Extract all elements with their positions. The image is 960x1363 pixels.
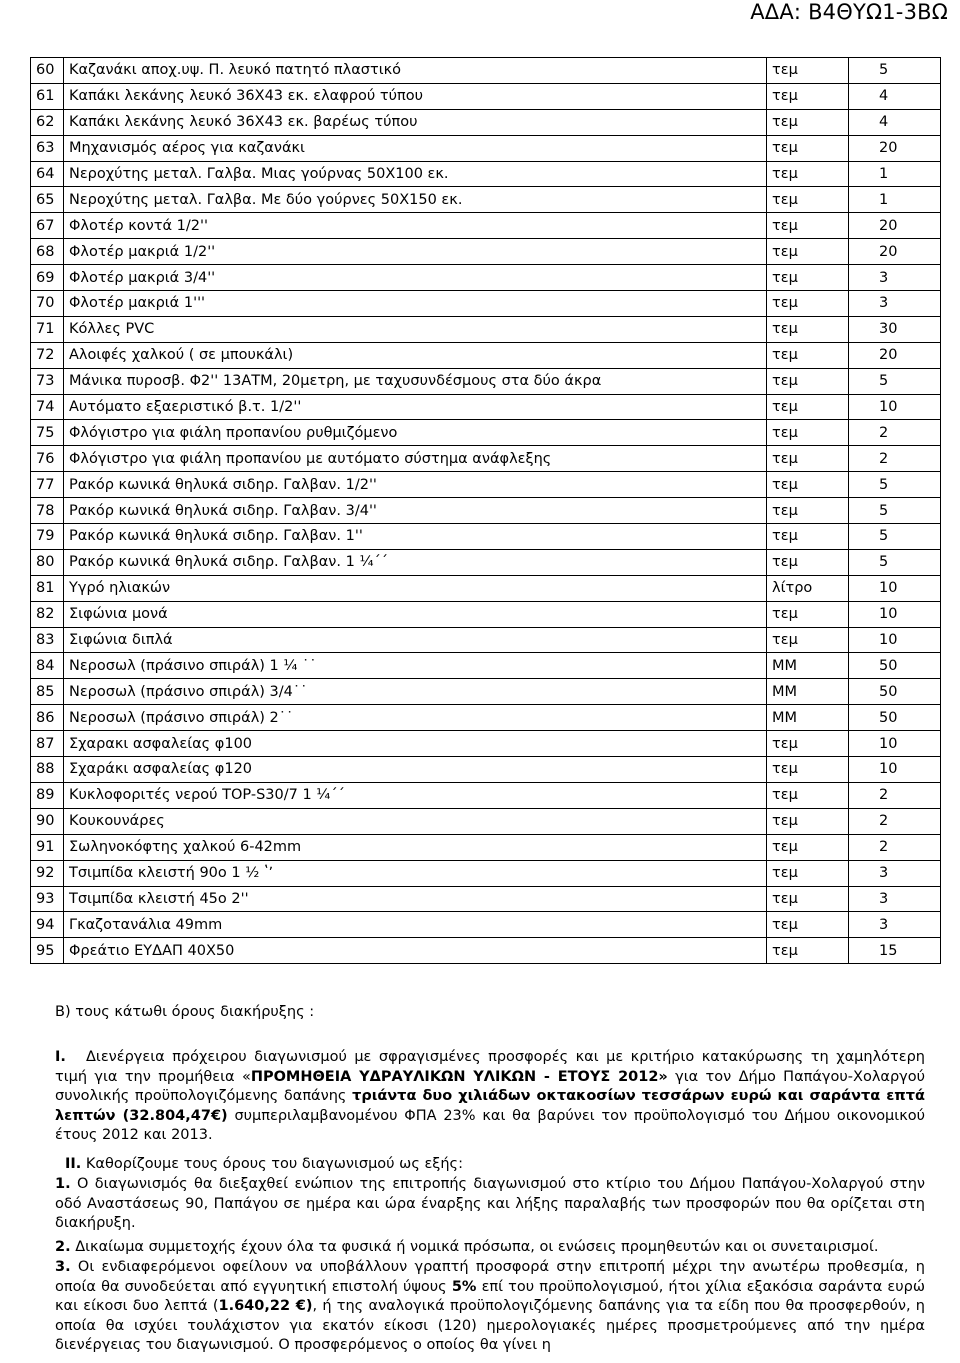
- item-unit: τεμ: [767, 808, 849, 834]
- term-2-text: Δικαίωμα συμμετοχής έχουν όλα τα φυσικά ή νομικά πρόσωπα, οι ενώσεις προμηθευτών και οι συνεταιρισμοί.: [70, 1239, 879, 1255]
- table-row: [31, 239, 941, 265]
- item-unit: τεμ: [767, 782, 849, 808]
- table-row: [31, 575, 941, 601]
- item-quantity: 3: [849, 860, 941, 886]
- item-quantity: 3: [849, 912, 941, 938]
- clause-ii-number: ΙΙ.: [65, 1156, 82, 1172]
- item-quantity: 5: [849, 472, 941, 498]
- table-row: [31, 912, 941, 938]
- item-unit: τεμ: [767, 498, 849, 524]
- item-description: Φλόγιστρο για φιάλη προπανίου με αυτόματο σύστημα ανάφλεξης: [64, 446, 767, 472]
- item-quantity: 2: [849, 834, 941, 860]
- item-unit: τεμ: [767, 757, 849, 783]
- item-number: 76: [31, 446, 64, 472]
- item-unit: ΜΜ: [767, 653, 849, 679]
- item-description: Αυτόματο εξαεριστικό β.τ. 1/2'': [64, 394, 767, 420]
- term-3: [55, 1258, 925, 1356]
- clause-i-text-2: για τον Δήμο Παπάγου-Χολαργού συνολικής προϋπολογιζόμενης δαπάνης: [55, 1068, 925, 1104]
- item-unit: τεμ: [767, 549, 849, 575]
- item-quantity: 3: [849, 291, 941, 317]
- item-quantity: 20: [849, 135, 941, 161]
- clause-i: [55, 1048, 925, 1146]
- term-1-number: 1.: [55, 1176, 71, 1192]
- item-description: Φρεάτιο ΕΥΔΑΠ 40Χ50: [64, 938, 767, 964]
- item-unit: τεμ: [767, 886, 849, 912]
- item-unit: τεμ: [767, 524, 849, 550]
- item-number: 88: [31, 757, 64, 783]
- item-number: 87: [31, 731, 64, 757]
- item-number: 72: [31, 342, 64, 368]
- item-number: 78: [31, 498, 64, 524]
- ada-header: ΑΔΑ: Β4ΘΥΩ1-3ΒΩ: [750, 0, 948, 24]
- item-quantity: 10: [849, 757, 941, 783]
- table-row: [31, 549, 941, 575]
- term-2: [55, 1238, 925, 1258]
- item-unit: τεμ: [767, 834, 849, 860]
- table-row: [31, 834, 941, 860]
- item-description: Σχαρακι ασφαλείας φ100: [64, 731, 767, 757]
- item-unit: τεμ: [767, 58, 849, 84]
- item-unit: τεμ: [767, 368, 849, 394]
- item-description: Νεροσωλ (πράσινο σπιράλ) 2˙˙: [64, 705, 767, 731]
- item-number: 95: [31, 938, 64, 964]
- item-unit: ΜΜ: [767, 679, 849, 705]
- item-description: Νεροχύτης μεταλ. Γαλβα. Με δύο γούρνες 50Χ150 εκ.: [64, 187, 767, 213]
- item-quantity: 5: [849, 368, 941, 394]
- item-unit: τεμ: [767, 627, 849, 653]
- term-3-text: Οι ενδιαφερόμενοι οφείλουν να υποβάλλουν γραπτή προσφορά στην επιτροπή μέχρι την ανωτέρω προθεσμία, η οποία θα συνοδεύεται από εγγυητική επιστολή ύψους: [55, 1259, 925, 1295]
- item-quantity: 20: [849, 342, 941, 368]
- item-description: Ρακόρ κωνικά θηλυκά σιδηρ. Γαλβαν. 1 ¼΄΄: [64, 549, 767, 575]
- item-unit: τεμ: [767, 938, 849, 964]
- term-3-number: 3.: [55, 1259, 71, 1275]
- item-number: 64: [31, 161, 64, 187]
- item-quantity: 1: [849, 161, 941, 187]
- item-description: Καζανάκι αποχ.υψ. Π. λευκό πατητό πλαστικό: [64, 58, 767, 84]
- item-unit: τεμ: [767, 446, 849, 472]
- table-row: [31, 265, 941, 291]
- item-description: Μηχανισμός αέρος για καζανάκι: [64, 135, 767, 161]
- item-quantity: 2: [849, 782, 941, 808]
- item-number: 80: [31, 549, 64, 575]
- item-description: Γκαζοτανάλια 49mm: [64, 912, 767, 938]
- clause-i-amount: τριάντα δυο χιλιάδων οκτακοσίων τεσσάρων ευρώ και σαράντα επτά λεπτών (32.804,47€): [55, 1088, 925, 1124]
- item-unit: τεμ: [767, 83, 849, 109]
- item-quantity: 3: [849, 886, 941, 912]
- term-2-number: 2.: [55, 1239, 71, 1255]
- item-quantity: 10: [849, 575, 941, 601]
- item-quantity: 4: [849, 109, 941, 135]
- item-number: 90: [31, 808, 64, 834]
- table-row: [31, 187, 941, 213]
- item-quantity: 5: [849, 498, 941, 524]
- term-3-text-3: , ή της αναλογικά προϋπολογιζόμενης δαπάνης για τα είδη που θα προσφερθούν, η οποία θα ισχύει τουλάχιστον για εκατόν είκοσι (120) ημερολογιακές ημέρες προσμετρούμενες από την ημέρα διενέργειας του διαγωνισμού. Ο προσφερόμενος ο οποίος θα γίνει η: [55, 1298, 925, 1353]
- table-row: [31, 368, 941, 394]
- table-row: [31, 83, 941, 109]
- clause-ii: [65, 1155, 935, 1175]
- clause-i-text: Διενέργεια πρόχειρου διαγωνισμού με σφραγισμένες προσφορές και με κριτήριο κατακύρωσης τη χαμηλότερη τιμή για την προμήθεια «: [55, 1049, 925, 1085]
- item-quantity: 50: [849, 705, 941, 731]
- table-row: [31, 705, 941, 731]
- term-1: [55, 1175, 925, 1234]
- item-unit: λίτρο: [767, 575, 849, 601]
- item-unit: τεμ: [767, 135, 849, 161]
- item-description: Σιφώνια μονά: [64, 601, 767, 627]
- item-number: 75: [31, 420, 64, 446]
- item-description: Νεροσωλ (πράσινο σπιράλ) 1 ¼ ˙˙: [64, 653, 767, 679]
- item-number: 65: [31, 187, 64, 213]
- item-quantity: 20: [849, 239, 941, 265]
- item-number: 94: [31, 912, 64, 938]
- item-number: 63: [31, 135, 64, 161]
- table-row: [31, 731, 941, 757]
- item-number: 73: [31, 368, 64, 394]
- item-number: 61: [31, 83, 64, 109]
- table-row: [31, 316, 941, 342]
- item-number: 69: [31, 265, 64, 291]
- item-number: 83: [31, 627, 64, 653]
- item-quantity: 30: [849, 316, 941, 342]
- section-b-heading: Β) τους κάτωθι όρους διακήρυξης :: [55, 1004, 315, 1020]
- item-number: 81: [31, 575, 64, 601]
- item-quantity: 2: [849, 446, 941, 472]
- table-row: [31, 860, 941, 886]
- item-number: 70: [31, 291, 64, 317]
- clause-i-title: ΠΡΟΜΗΘΕΙΑ ΥΔΡΑΥΛΙΚΩΝ ΥΛΙΚΩΝ - ΕΤΟΥΣ 2012»: [250, 1068, 668, 1085]
- item-description: Μάνικα πυροσβ. Φ2'' 13ΑΤΜ, 20μετρη, με ταχυσυνδέσμους στα δύο άκρα: [64, 368, 767, 394]
- term-3-percent: 5%: [451, 1278, 477, 1295]
- item-number: 62: [31, 109, 64, 135]
- term-1-text: Ο διαγωνισμός θα διεξαχθεί ενώπιον της επιτροπής διαγωνισμού στο κτίριο του Δήμου Παπάγου-Χολαργού στην οδό Αναστάσεως 90, Παπάγου σε ημέρα και ώρα έναρξης και λήξης παραλαβής των προσφορών που θα ορίζεται στη διακήρυξη.: [55, 1176, 925, 1231]
- table-row: [31, 653, 941, 679]
- table-row: [31, 213, 941, 239]
- item-number: 60: [31, 58, 64, 84]
- item-unit: τεμ: [767, 472, 849, 498]
- item-description: Φλοτέρ κοντά 1/2'': [64, 213, 767, 239]
- item-description: Ρακόρ κωνικά θηλυκά σιδηρ. Γαλβαν. 1'': [64, 524, 767, 550]
- item-number: 68: [31, 239, 64, 265]
- item-quantity: 5: [849, 58, 941, 84]
- item-quantity: 10: [849, 627, 941, 653]
- table-row: [31, 627, 941, 653]
- item-quantity: 2: [849, 420, 941, 446]
- item-description: Κουκουνάρες: [64, 808, 767, 834]
- item-quantity: 3: [849, 265, 941, 291]
- item-unit: τεμ: [767, 601, 849, 627]
- item-description: Ρακόρ κωνικά θηλυκά σιδηρ. Γαλβαν. 1/2'': [64, 472, 767, 498]
- item-unit: τεμ: [767, 161, 849, 187]
- clause-i-number: Ι.: [55, 1049, 66, 1065]
- item-number: 67: [31, 213, 64, 239]
- table-row: [31, 679, 941, 705]
- table-row: [31, 291, 941, 317]
- item-unit: τεμ: [767, 731, 849, 757]
- item-unit: τεμ: [767, 912, 849, 938]
- item-unit: τεμ: [767, 239, 849, 265]
- item-description: Νεροχύτης μεταλ. Γαλβα. Μιας γούρνας 50Χ100 εκ.: [64, 161, 767, 187]
- table-row: [31, 394, 941, 420]
- term-3-text-2: επί του προϋπολογισμού, ήτοι χίλια εξακόσια σαράντα ευρώ και είκοσι δυο λεπτά (: [55, 1278, 925, 1314]
- item-description: Φλόγιστρο για φιάλη προπανίου ρυθμιζόμενο: [64, 420, 767, 446]
- item-description: Φλοτέρ μακριά 1/2'': [64, 239, 767, 265]
- item-unit: τεμ: [767, 291, 849, 317]
- item-description: Καπάκι λεκάνης λευκό 36Χ43 εκ. ελαφρού τύπου: [64, 83, 767, 109]
- item-unit: τεμ: [767, 187, 849, 213]
- item-quantity: 5: [849, 549, 941, 575]
- item-description: Σιφώνια διπλά: [64, 627, 767, 653]
- table-row: [31, 938, 941, 964]
- item-number: 79: [31, 524, 64, 550]
- table-row: [31, 109, 941, 135]
- item-quantity: 2: [849, 808, 941, 834]
- item-description: Τσιμπίδα κλειστή 90ο 1 ½ ʽʼ: [64, 860, 767, 886]
- table-row: [31, 808, 941, 834]
- table-row: [31, 58, 941, 84]
- item-number: 91: [31, 834, 64, 860]
- table-row: [31, 601, 941, 627]
- item-description: Καπάκι λεκάνης λευκό 36Χ43 εκ. βαρέως τύπου: [64, 109, 767, 135]
- table-row: [31, 886, 941, 912]
- item-unit: τεμ: [767, 109, 849, 135]
- item-number: 86: [31, 705, 64, 731]
- item-description: Κυκλοφοριτές νερού TOP-S30/7 1 ¼΄΄: [64, 782, 767, 808]
- item-quantity: 50: [849, 679, 941, 705]
- item-description: Αλοιφές χαλκού ( σε μπουκάλι): [64, 342, 767, 368]
- table-row: [31, 161, 941, 187]
- item-quantity: 15: [849, 938, 941, 964]
- items-table: [30, 57, 941, 964]
- table-row: [31, 135, 941, 161]
- table-row: [31, 498, 941, 524]
- item-description: Ρακόρ κωνικά θηλυκά σιδηρ. Γαλβαν. 3/4'': [64, 498, 767, 524]
- item-number: 77: [31, 472, 64, 498]
- table-row: [31, 757, 941, 783]
- table-row: [31, 342, 941, 368]
- item-quantity: 4: [849, 83, 941, 109]
- item-quantity: 5: [849, 524, 941, 550]
- item-description: Φλοτέρ μακριά 1''': [64, 291, 767, 317]
- item-quantity: 1: [849, 187, 941, 213]
- table-row: [31, 420, 941, 446]
- item-number: 89: [31, 782, 64, 808]
- item-description: Κόλλες PVC: [64, 316, 767, 342]
- item-unit: τεμ: [767, 394, 849, 420]
- item-description: Σωληνοκόφτης χαλκού 6-42mm: [64, 834, 767, 860]
- item-number: 82: [31, 601, 64, 627]
- item-unit: τεμ: [767, 860, 849, 886]
- item-number: 84: [31, 653, 64, 679]
- term-3-amount: 1.640,22 €): [218, 1298, 313, 1314]
- clause-i-text-3: συμπεριλαμβανομένου ΦΠΑ 23% και θα βαρύνει τον προϋπολογισμό του Δήμου οικονομικού έτους 2012 και 2013.: [55, 1107, 925, 1143]
- table-row: [31, 782, 941, 808]
- item-number: 71: [31, 316, 64, 342]
- table-row: [31, 524, 941, 550]
- item-unit: τεμ: [767, 420, 849, 446]
- item-quantity: 50: [849, 653, 941, 679]
- item-unit: τεμ: [767, 316, 849, 342]
- item-number: 85: [31, 679, 64, 705]
- item-description: Νεροσωλ (πράσινο σπιράλ) 3/4˙˙: [64, 679, 767, 705]
- item-quantity: 10: [849, 601, 941, 627]
- item-unit: τεμ: [767, 342, 849, 368]
- item-number: 92: [31, 860, 64, 886]
- item-unit: τεμ: [767, 213, 849, 239]
- item-quantity: 10: [849, 394, 941, 420]
- item-description: Υγρό ηλιακών: [64, 575, 767, 601]
- item-unit: ΜΜ: [767, 705, 849, 731]
- item-description: Σχαράκι ασφαλείας φ120: [64, 757, 767, 783]
- item-quantity: 10: [849, 731, 941, 757]
- item-unit: τεμ: [767, 265, 849, 291]
- table-row: [31, 472, 941, 498]
- item-description: Τσιμπίδα κλειστή 45ο 2'': [64, 886, 767, 912]
- item-number: 74: [31, 394, 64, 420]
- table-row: [31, 446, 941, 472]
- item-number: 93: [31, 886, 64, 912]
- item-quantity: 20: [849, 213, 941, 239]
- item-description: Φλοτέρ μακριά 3/4'': [64, 265, 767, 291]
- clause-ii-text: Καθορίζουμε τους όρους του διαγωνισμού ως εξής:: [85, 1156, 463, 1172]
